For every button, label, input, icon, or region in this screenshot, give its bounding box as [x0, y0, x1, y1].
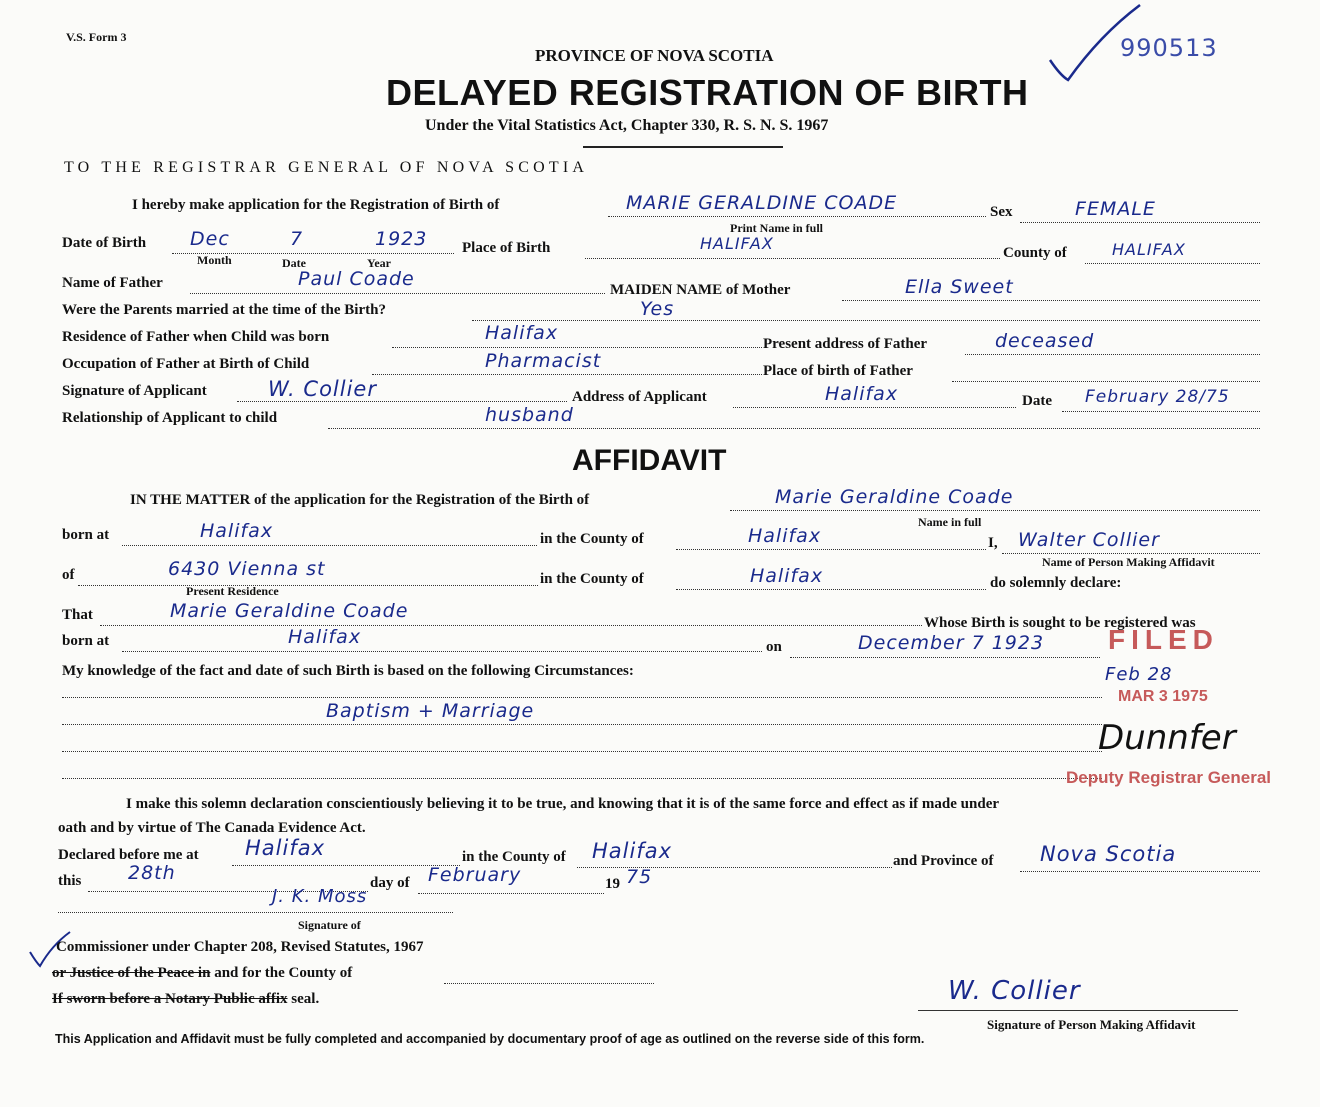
declarant-signature-label: Signature of Person Making Affidavit	[987, 1017, 1196, 1032]
circumstances-line-1	[62, 697, 1102, 698]
month-line	[418, 893, 604, 894]
dob-day: 7	[290, 228, 304, 250]
addressee: TO THE REGISTRAR GENERAL OF NOVA SCOTIA	[64, 159, 589, 176]
of-label: of	[62, 567, 75, 583]
province-header: PROVINCE OF NOVA SCOTIA	[535, 46, 774, 65]
notary-line	[52, 991, 319, 1008]
circumstances-line-3	[62, 751, 1102, 752]
relationship-value: husband	[485, 404, 574, 426]
page-title: DELAYED REGISTRATION OF BIRTH	[386, 72, 1029, 113]
in-county-label: in the County of	[540, 531, 644, 547]
application-date: February 28/75	[1085, 387, 1230, 407]
applicant-signature-line	[237, 401, 567, 402]
circumstances-value: Baptism + Marriage	[326, 700, 535, 722]
child-name-line	[608, 216, 986, 217]
registrar-title: Deputy Registrar General	[1066, 768, 1272, 787]
residence-value: 6430 Vienna st	[168, 558, 326, 580]
name-full-label: Name in full	[918, 515, 982, 529]
dob-year: 1923	[375, 228, 428, 250]
commissioner-signature: J. K. Moss	[272, 886, 368, 907]
declarant-name: Walter Collier	[1018, 529, 1160, 551]
date-label: Date	[282, 256, 306, 270]
province-value: Nova Scotia	[1040, 842, 1177, 866]
that-line	[100, 625, 922, 626]
mother-value: Ella Sweet	[905, 276, 1014, 298]
print-name-label: Print Name in full	[730, 221, 823, 235]
affidavit-heading: AFFIDAVIT	[572, 444, 727, 477]
sex-line	[1020, 222, 1260, 223]
county2-line	[676, 589, 986, 590]
whose-birth-label: Whose Birth is sought to be registered was	[924, 615, 1196, 631]
declarant-line	[1002, 553, 1260, 554]
place-label: Place of Birth	[462, 240, 551, 256]
father-present-label: Present address of Father	[763, 336, 928, 352]
born-at-label: born at	[62, 527, 110, 543]
justice-county-line	[444, 983, 654, 984]
applicant-address-value: Halifax	[825, 383, 899, 405]
father-present-line	[965, 354, 1260, 355]
father-residence-label: Residence of Father when Child was born	[62, 329, 330, 345]
checkmark-icon	[1040, 0, 1150, 85]
place-line	[585, 258, 1000, 259]
declare-label: do solemnly declare:	[990, 575, 1122, 591]
father-residence-value: Halifax	[485, 322, 559, 344]
relationship-line	[328, 428, 1260, 429]
county2-value: Halifax	[750, 565, 824, 587]
justice-label-line	[52, 965, 352, 982]
born-at2-value: Halifax	[288, 626, 362, 648]
dob-month: Dec	[190, 228, 230, 250]
application-intro-label: I hereby make application for the Registration of Birth of	[132, 197, 500, 213]
commissioner-label: Commissioner under Chapter 208, Revised Statutes, 1967	[56, 939, 424, 955]
in-county-label-2: in the County of	[540, 571, 644, 587]
circumstances-line-4	[62, 778, 1102, 779]
affidavit-name-line	[730, 510, 1260, 511]
declarant-label: Name of Person Making Affidavit	[1042, 555, 1215, 569]
province-line	[1020, 871, 1260, 872]
sex-value: FEMALE	[1075, 198, 1156, 220]
declared-at-value: Halifax	[245, 836, 326, 860]
commissioner-signature-line	[58, 912, 453, 913]
declared-label: Declared before me at	[58, 847, 199, 863]
birth-date-line	[790, 657, 1100, 658]
father-present-value: deceased	[995, 330, 1095, 352]
declarant-signature: W. Collier	[948, 976, 1081, 1006]
father-birthplace-line	[952, 381, 1260, 382]
matter-label: IN THE MATTER of the application for the Registration of the Birth of	[130, 492, 590, 508]
child-name: MARIE GERALDINE COADE	[626, 192, 898, 214]
father-residence-line	[392, 347, 762, 348]
birth-date-value: December 7 1923	[858, 632, 1045, 654]
applicant-address-label: Address of Applicant	[572, 389, 707, 405]
dob-label: Date of Birth	[62, 235, 147, 251]
this-label: this	[58, 873, 82, 889]
month-value: February	[428, 864, 522, 886]
married-label: Were the Parents married at the time of the Birth?	[62, 302, 386, 318]
circumstances-line-2	[62, 724, 1102, 725]
year-suffix: 75	[626, 866, 653, 888]
signature-of-label: Signature of	[298, 918, 361, 932]
year-label: Year	[367, 256, 391, 270]
that-name: Marie Geraldine Coade	[170, 600, 409, 622]
title-rule	[583, 146, 783, 148]
solemn-text-2: oath and by virtue of The Canada Evidence Act.	[58, 820, 366, 836]
county3-value: Halifax	[592, 839, 673, 863]
seal-label: seal.	[291, 991, 320, 1007]
justice-label: or Justice of the Peace in	[52, 965, 211, 981]
father-label: Name of Father	[62, 275, 163, 291]
born-at-label-2: born at	[62, 633, 110, 649]
stamp-date-handwritten: Feb 28	[1105, 664, 1173, 685]
registrar-signature: Dunnfer	[1098, 718, 1236, 758]
sex-label: Sex	[990, 204, 1013, 220]
mother-label: MAIDEN NAME of Mother	[610, 282, 791, 298]
place-value: HALIFAX	[700, 234, 774, 253]
married-line	[472, 320, 1260, 321]
county3-line	[577, 867, 892, 868]
day-value: 28th	[128, 862, 176, 884]
filed-stamp: FILED	[1108, 624, 1219, 655]
application-date-label: Date	[1022, 393, 1052, 409]
declarant-signature-line	[918, 1010, 1238, 1011]
justice-label-2: and for the County of	[214, 965, 353, 981]
declared-at-line	[232, 865, 460, 866]
affidavit-county: Halifax	[748, 525, 822, 547]
page-subtitle: Under the Vital Statistics Act, Chapter 330, R. S. N. S. 1967	[425, 117, 829, 134]
father-line	[190, 293, 605, 294]
file-number: 990513	[1120, 34, 1218, 62]
month-label: Month	[197, 253, 232, 267]
father-value: Paul Coade	[298, 268, 415, 290]
knowledge-label: My knowledge of the fact and date of such Birth is based on the following Circumstances:	[62, 663, 634, 679]
on-label: on	[766, 639, 782, 655]
born-at2-line	[122, 651, 762, 652]
father-birthplace-label: Place of birth of Father	[763, 363, 913, 379]
occupation-label: Occupation of Father at Birth of Child	[62, 356, 310, 372]
county-line	[1085, 263, 1260, 264]
born-at-value: Halifax	[200, 520, 274, 542]
day-of-label: day of	[370, 875, 410, 891]
born-at-line	[122, 545, 537, 546]
province-label: and Province of	[893, 853, 994, 869]
application-date-line	[1062, 411, 1260, 412]
stamp-date: MAR 3 1975	[1118, 688, 1208, 705]
that-label: That	[62, 607, 93, 623]
form-id: V.S. Form 3	[66, 30, 127, 44]
county-label-3: in the County of	[462, 849, 566, 865]
footer-note: This Application and Affidavit must be fully completed and accompanied by documentary proof of age as outlined on the reverse side of this form.	[55, 1032, 925, 1046]
applicant-signature-label: Signature of Applicant	[62, 383, 207, 399]
applicant-signature: W. Collier	[268, 377, 377, 401]
occupation-value: Pharmacist	[485, 350, 602, 372]
mother-line	[842, 300, 1260, 301]
present-residence-label: Present Residence	[186, 584, 279, 598]
married-value: Yes	[640, 298, 675, 320]
applicant-address-line	[733, 407, 1016, 408]
county-label: County of	[1003, 245, 1067, 261]
county-value: HALIFAX	[1112, 240, 1186, 259]
affidavit-name: Marie Geraldine Coade	[775, 486, 1014, 508]
year-prefix: 19	[605, 876, 620, 892]
occupation-line	[372, 374, 762, 375]
residence-line	[78, 585, 538, 586]
i-label: I,	[988, 535, 998, 551]
notary-label: If sworn before a Notary Public affix	[52, 991, 288, 1007]
relationship-label: Relationship of Applicant to child	[62, 410, 278, 426]
affidavit-county-line	[676, 549, 986, 550]
solemn-text-1: I make this solemn declaration conscientiously believing it to be true, and knowing that it is of the same force and effect as if made under	[126, 796, 1000, 812]
